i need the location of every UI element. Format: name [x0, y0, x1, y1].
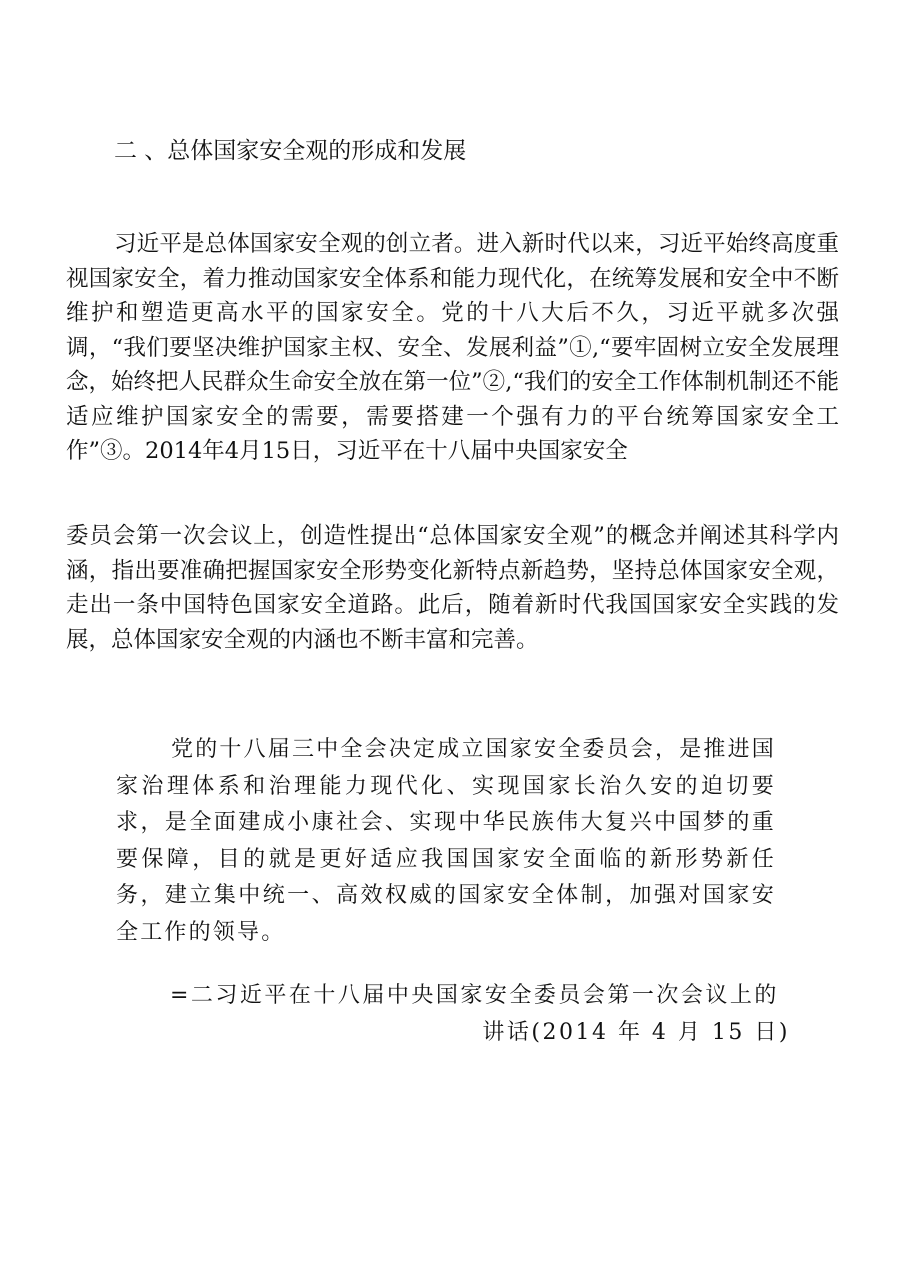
- body-paragraph-1: 习近平是总体国家安全观的创立者。进入新时代以来，习近平始终高度重视国家安全，着力推动国家安全体系和能力现代化，在统筹发展和安全中不断维护和塑造更高水平的国家安全。党的十八大后不久，习近平就多次强调，“我们要坚决维护国家主权、安全、发展利益”①,“要牢固树立安全发展理念，始终把人民群众生命安全放在第一位”②,“我们的安全工作体制机制还不能适应维护国家安全的需要，需要搭建一个强有力的平台统筹国家安全工作”③。2014年4月15日，习近平在十八届中央国家安全: [66, 231, 839, 464]
- attribution-line-1: =二习近平在十八届中央国家安全委员会第一次会议上的: [170, 983, 779, 1008]
- section-heading: 二 、总体国家安全观的形成和发展: [114, 138, 467, 164]
- attribution-line-2: 讲话(2014 年 4 月 15 日): [482, 1019, 790, 1045]
- body-paragraph-2: 委员会第一次会议上，创造性提出“总体国家安全观”的概念并阐述其科学内涵，指出要准确把握国家安全形势变化新特点新趋势，坚持总体国家安全观，走出一条中国特色国家安全道路。此后，随着新时代我国国家安全实践的发展，总体国家安全观的内涵也不断丰富和完善。: [66, 523, 839, 653]
- block-quote: 党的十八届三中全会决定成立国家安全委员会，是推进国家治理体系和治理能力现代化、实现国家长治久安的迫切要求，是全面建成小康社会、实现中华民族伟大复兴中国梦的重要保障，目的就是更好适应我国国家安全面临的新形势新任务，建立集中统一、高效权威的国家安全体制，加强对国家安全工作的领导。: [116, 737, 777, 945]
- quote-attribution: [170, 978, 790, 1051]
